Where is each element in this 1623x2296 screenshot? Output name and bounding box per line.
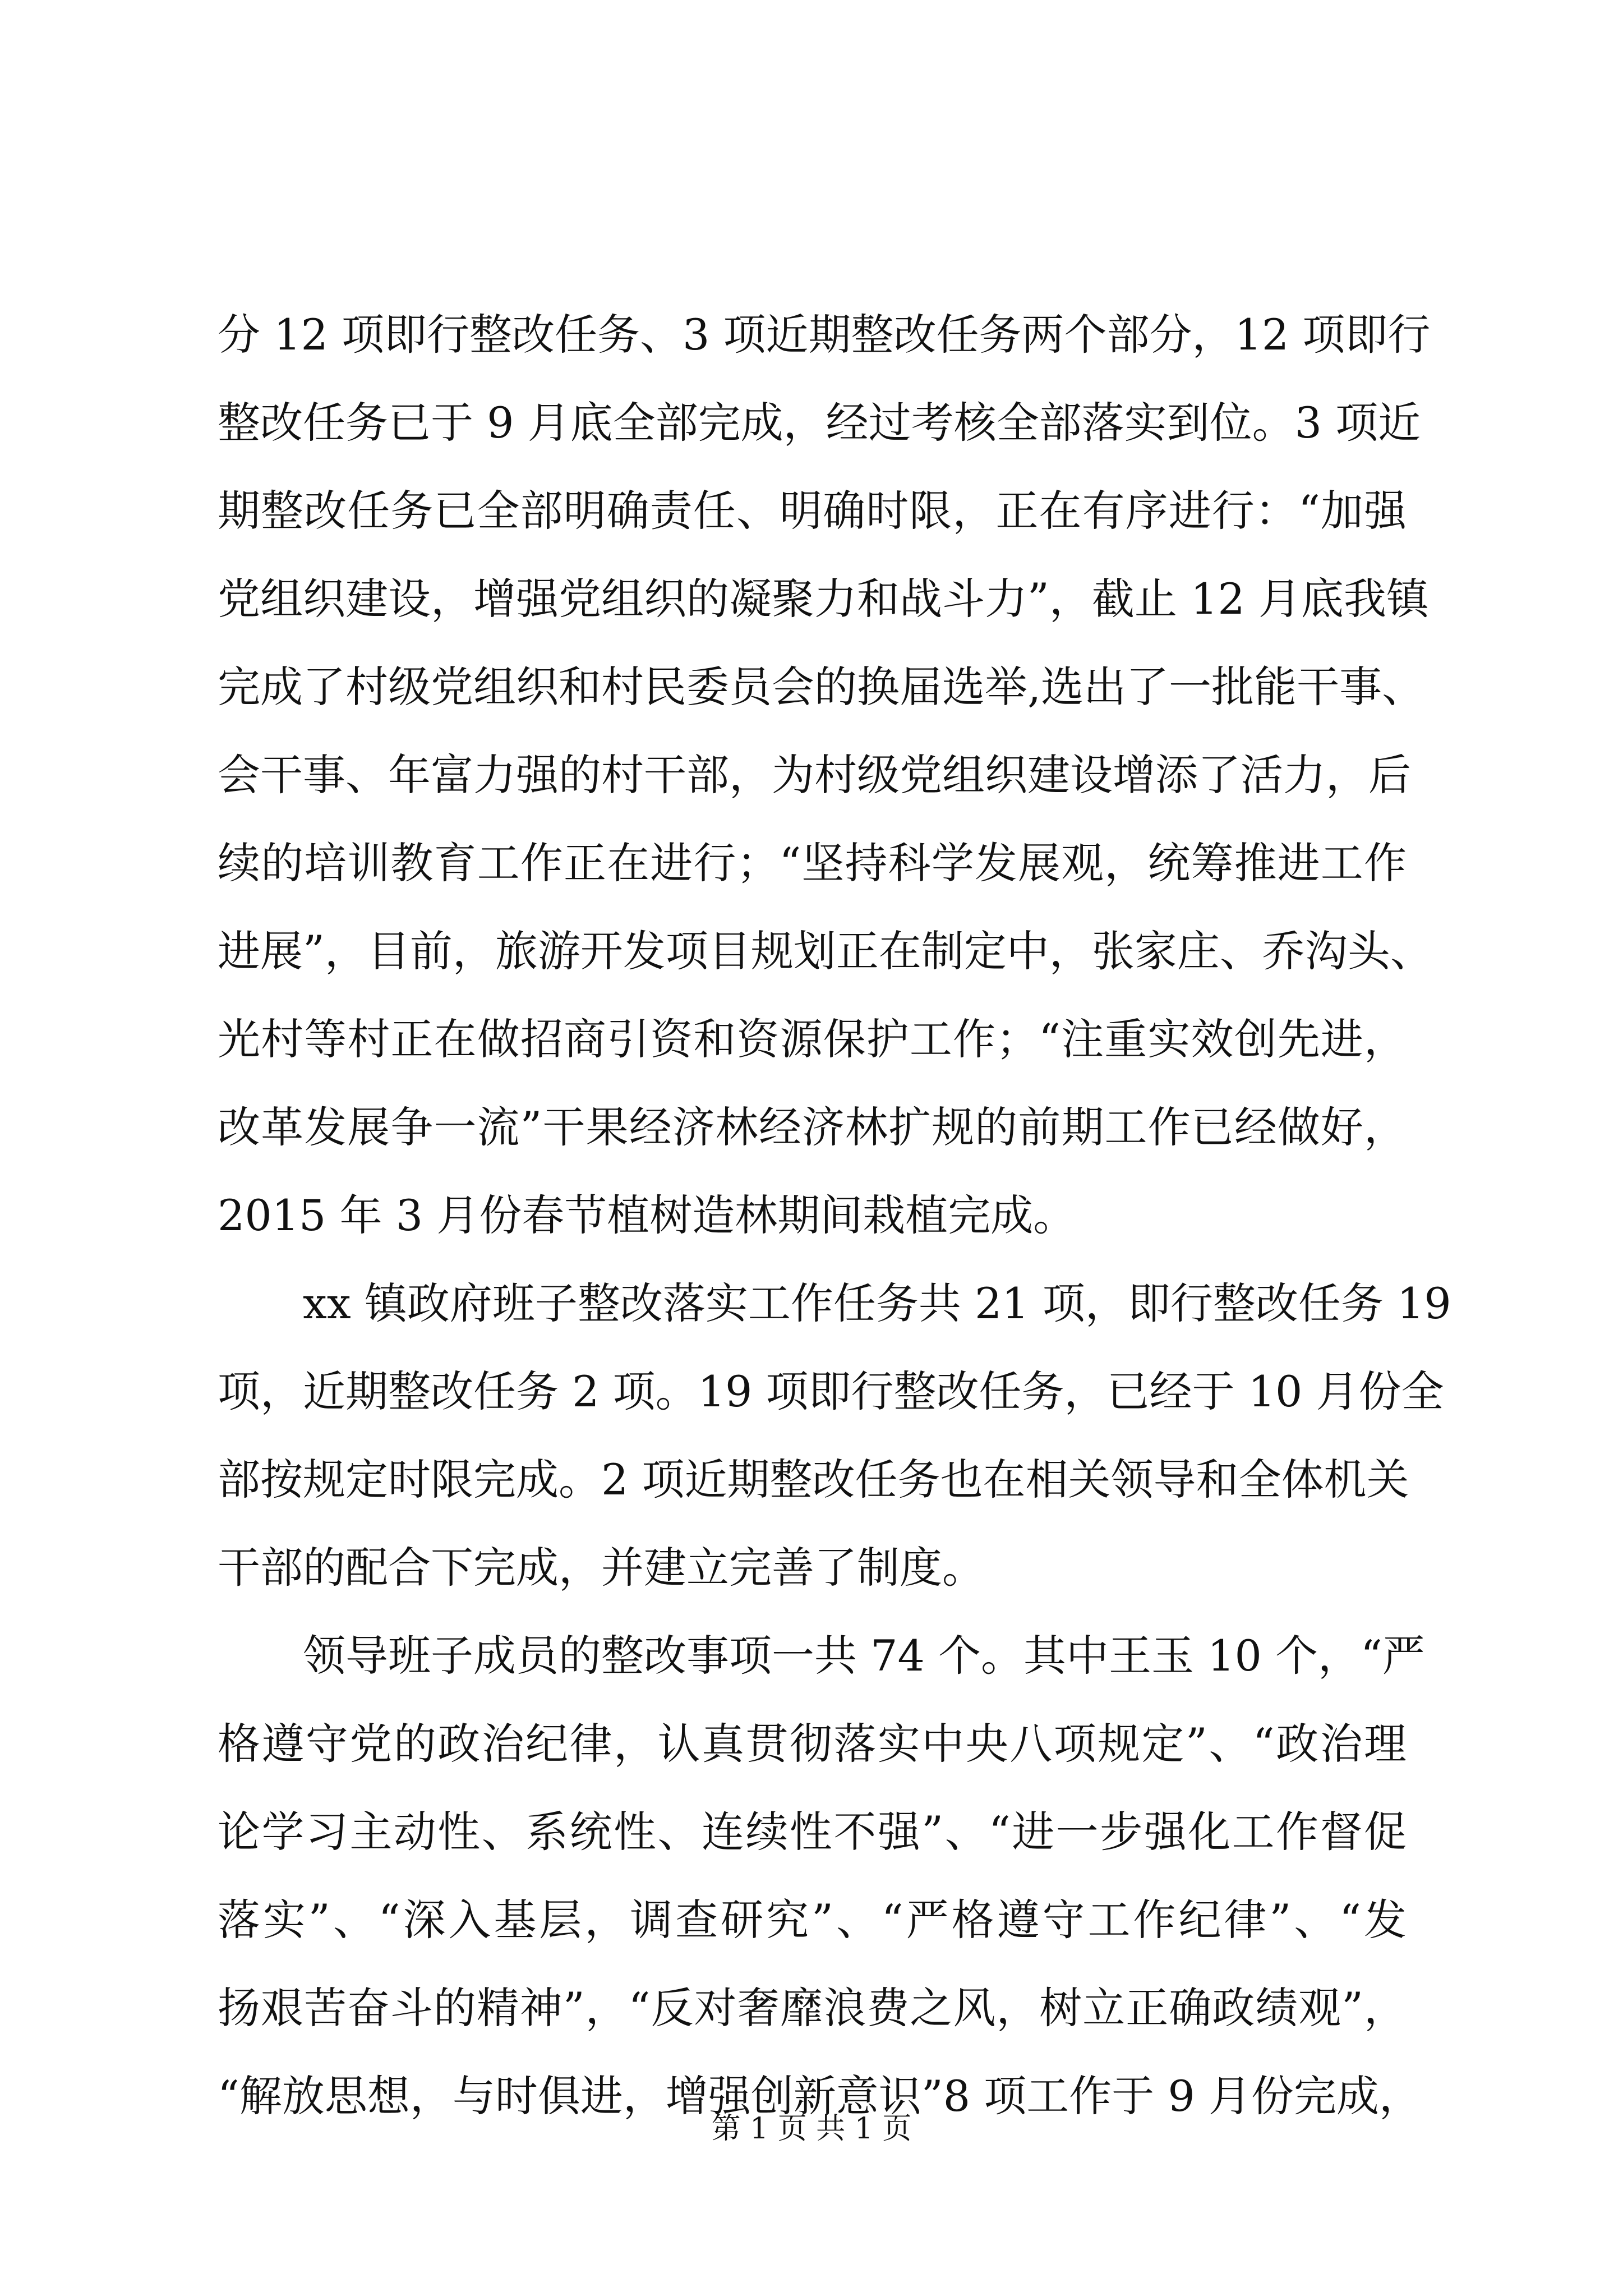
text-line: 光村等村正在做招商引资和资源保护工作；“注重实效创先进， <box>218 1014 1407 1064</box>
text-line: 部按规定时限完成。2 项近期整改任务也在相关领导和全体机关 <box>218 1455 1409 1504</box>
text-line: 格遵守党的政治纪律，认真贯彻落实中央八项规定”、“政治理 <box>218 1719 1407 1769</box>
document-body <box>218 291 1451 2140</box>
text-line: xx 镇政府班子整改落实工作任务共 21 项，即行整改任务 19 <box>303 1278 1451 1328</box>
text-line: 改革发展争一流”干果经济林经济林扩规的前期工作已经做好， <box>218 1102 1407 1152</box>
text-line: 领导班子成员的整改事项一共 74 个。其中王玉 10 个，“严 <box>303 1631 1425 1681</box>
text-line: 落实”、“深入基层，调查研究”、“严格遵守工作纪律”、“发 <box>218 1895 1407 1945</box>
text-line: 整改任务已于 9 月底全部完成，经过考核全部落实到位。3 项近 <box>218 398 1421 448</box>
text-line: 进展”，目前，旅游开发项目规划正在制定中，张家庄、乔沟头、 <box>218 926 1433 976</box>
text-line: 完成了村级党组织和村民委员会的换届选举,选出了一批能干事、 <box>218 662 1425 712</box>
text-line: 论学习主动性、系统性、连续性不强”、“进一步强化工作督促 <box>218 1807 1407 1857</box>
text-line: 分 12 项即行整改任务、3 项近期整改任务两个部分，12 项即行 <box>218 310 1431 360</box>
text-line: “解放思想，与时俱进，增强创新意识”8 项工作于 9 月份完成， <box>218 2071 1422 2121</box>
text-line: 项，近期整改任务 2 项。19 项即行整改任务，已经于 10 月份全 <box>218 1366 1444 1416</box>
text-line: 2015 年 3 月份春节植树造林期间栽植完成。 <box>218 1190 1076 1240</box>
text-line: 扬艰苦奋斗的精神”，“反对奢靡浪费之风，树立正确政绩观”， <box>218 1983 1407 2033</box>
text-line: 续的培训教育工作正在进行；“坚持科学发展观，统筹推进工作 <box>218 838 1407 888</box>
text-line: 会干事、年富力强的村干部，为村级党组织建设增添了活力，后 <box>218 750 1411 800</box>
text-line: 党组织建设，增强党组织的凝聚力和战斗力”，截止 12 月底我镇 <box>218 574 1429 624</box>
text-line: 干部的配合下完成，并建立完善了制度。 <box>218 1543 985 1593</box>
page-footer: 第 1 页 共 1 页 <box>711 2112 912 2146</box>
text-line: 期整改任务已全部明确责任、明确时限，正在有序进行：“加强 <box>218 486 1407 536</box>
